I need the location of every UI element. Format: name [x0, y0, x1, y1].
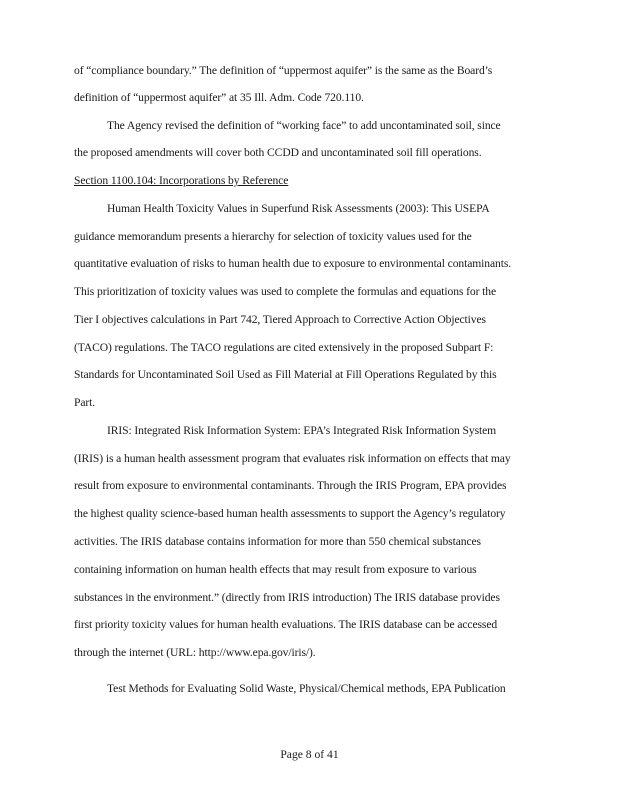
section-heading: Section 1100.104: Incorporations by Reference	[74, 174, 289, 187]
text-line: This prioritization of toxicity values was used to complete the formulas and equations for the	[74, 285, 497, 298]
text-line: Human Health Toxicity Values in Superfund Risk Assessments (2003): This USEPA	[107, 202, 490, 215]
text-line: guidance memorandum presents a hierarchy for selection of toxicity values used for the	[74, 230, 472, 243]
text-line: The Agency revised the definition of “working face” to add uncontaminated soil, since	[107, 119, 501, 132]
text-line: Tier I objectives calculations in Part 742, Tiered Approach to Corrective Action Objectives	[74, 313, 486, 326]
text-line: substances in the environment.” (directly from IRIS introduction) The IRIS database provides	[74, 591, 500, 604]
text-line: first priority toxicity values for human health evaluations. The IRIS database can be accessed	[74, 618, 498, 631]
text-line: containing information on human health effects that may result from exposure to various	[74, 563, 477, 576]
text-line: through the internet (URL: http://www.epa.gov/iris/).	[74, 646, 316, 659]
text-line: the proposed amendments will cover both CCDD and uncontaminated soil fill operations.	[74, 146, 482, 159]
text-line: (IRIS) is a human health assessment program that evaluates risk information on effects that may	[74, 452, 511, 465]
text-line: definition of “uppermost aquifer” at 35 Ill. Adm. Code 720.110.	[74, 91, 364, 104]
text-line: Standards for Uncontaminated Soil Used as Fill Material at Fill Operations Regulated by this	[74, 368, 497, 381]
text-line: of “compliance boundary.” The definition of “uppermost aquifer” is the same as the Board’s	[74, 64, 493, 77]
text-line: activities. The IRIS database contains information for more than 550 chemical substances	[74, 535, 481, 548]
text-line: Test Methods for Evaluating Solid Waste, Physical/Chemical methods, EPA Publication	[107, 682, 506, 695]
text-line: the highest quality science-based human health assessments to support the Agency’s regulatory	[74, 507, 506, 520]
text-line: Part.	[74, 396, 96, 409]
text-line: (TACO) regulations. The TACO regulations are cited extensively in the proposed Subpart F:	[74, 341, 494, 354]
text-line: quantitative evaluation of risks to human health due to exposure to environmental contaminants.	[74, 257, 512, 270]
text-line: IRIS: Integrated Risk Information System: EPA’s Integrated Risk Information System	[107, 424, 497, 437]
page-number: Page 8 of 41	[280, 748, 339, 761]
text-line: result from exposure to environmental contaminants. Through the IRIS Program, EPA provides	[74, 479, 507, 492]
